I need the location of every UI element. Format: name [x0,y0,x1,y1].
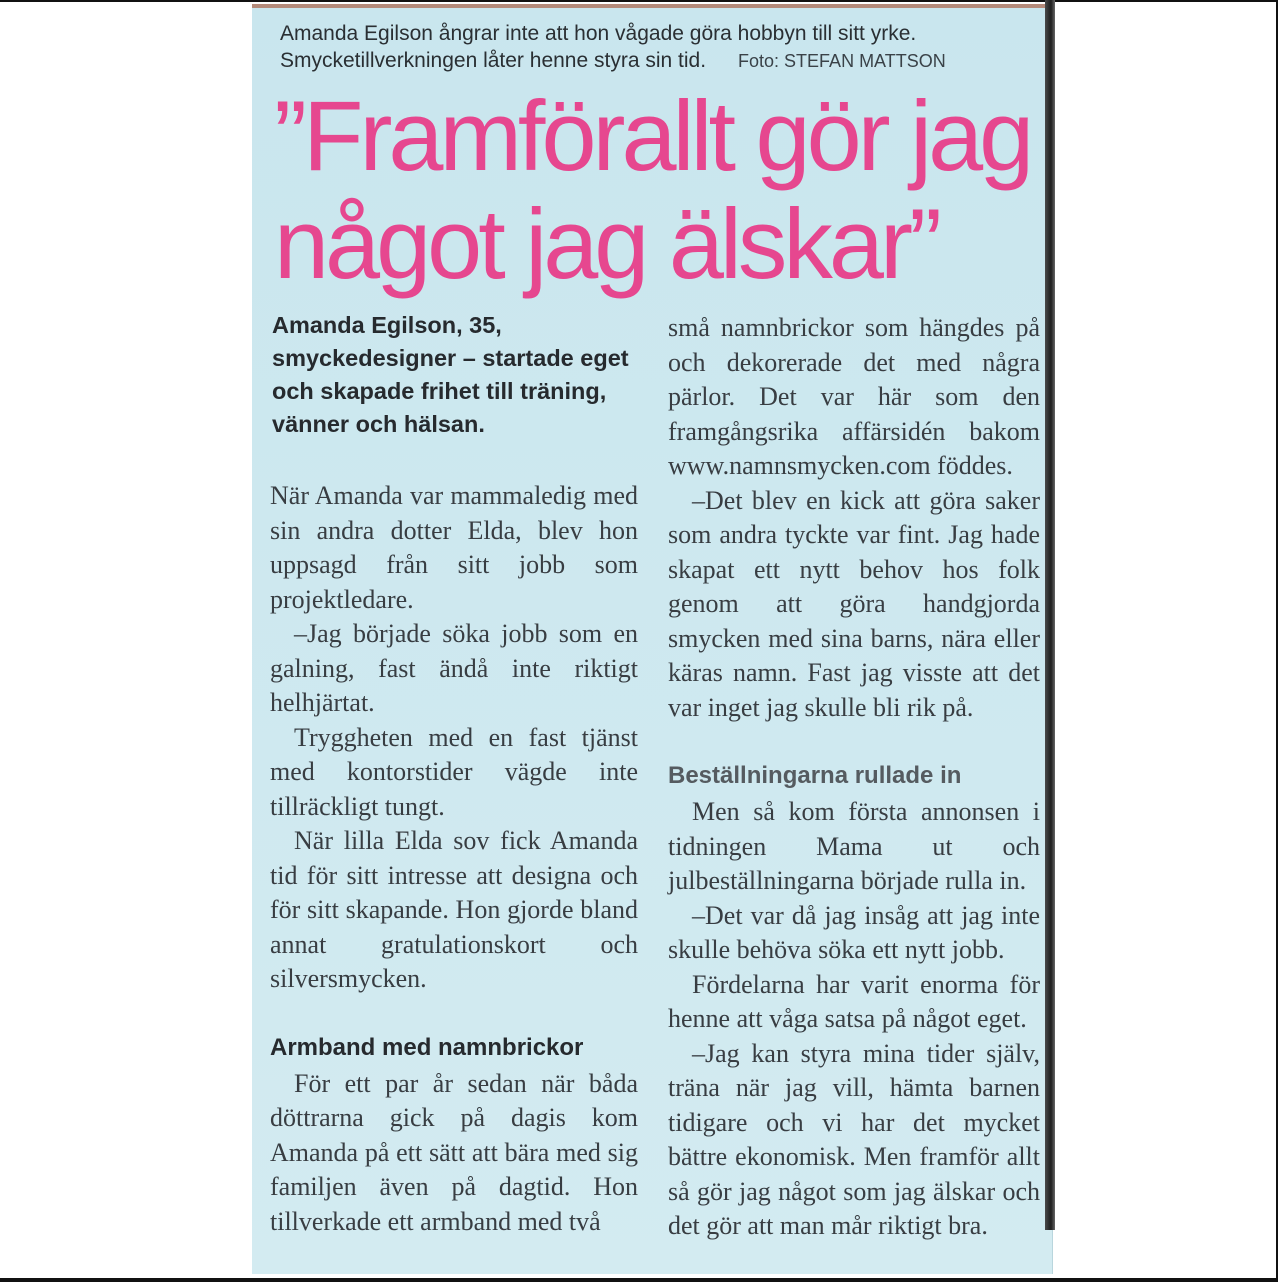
body-paragraph: Fördelarna har varit enorma för henne att våga satsa på något eget. [668,969,1040,1033]
subheading-armband: Armband med namnbrickor [270,1033,584,1061]
article-headline [274,82,1044,298]
photo-edge [252,4,1052,8]
body-paragraph: Men så kom första annonsen i tidningen Mama ut och julbeställningarna började rulla in. [668,797,1040,895]
subheading-orders: Beställningarna rullade in [668,762,962,789]
right-column [668,311,1040,1244]
headline-line-2: något jag älskar” [274,188,938,299]
caption-line-1: Amanda Egilson ångrar inte att hon vågade göra hobbyn till sitt yrke. [280,22,917,45]
body-paragraph: För ett par år sedan när båda döttrarna gick på dagis kom Amanda på ett sätt att bära med sig familjen även på dagtid. Hon tillverkade ett armband med två [270,1068,638,1236]
body-paragraph: När Amanda var mammaledig med sin andra dotter Elda, blev hon uppsagd från sitt jobb som projektledare. [270,481,638,614]
body-paragraph: Tryggheten med en fast tjänst med kontorstider vägde inte tillräckligt tungt. [270,722,638,821]
newspaper-clipping [252,4,1052,1274]
headline-line-1: ”Framförallt gör jag [274,80,1031,191]
body-paragraph: –Det var då jag insåg att jag inte skulle behöva söka ett nytt jobb. [668,900,1040,964]
photo-credit: Foto: STEFAN MATTSON [738,51,946,71]
clipping-shadow-edge [1045,0,1055,1230]
body-paragraph: –Jag började söka jobb som en galning, fast ändå inte riktigt helhjärtat. [270,619,638,717]
body-paragraph: små namnbrickor som hängdes på och dekorerade det med några pärlor. Det var här som den framgångsrika affärsidén bakom www.namnsmycken.com föddes. [668,313,1040,480]
caption-line-2-text: Smycketillverkningen låter henne styra sin tid. [280,49,707,72]
body-paragraph: –Jag kan styra mina tider själv, träna när jag vill, hämta barnen tidigare och vi har det mycket bättre ekonomisk. Men framför allt så gör jag något som jag älskar och det gör att man mår riktigt bra. [668,1038,1040,1240]
photo-caption [280,20,1040,75]
left-column [270,309,638,1239]
caption-line-2 [280,47,1040,75]
lead-paragraph: Amanda Egilson, 35, smyckedesigner – startade eget och skapade frihet till träning, vänner och hälsan. [272,312,629,437]
body-paragraph: –Det blev en kick att göra saker som andra tyckte var fint. Jag hade skapat ett nytt behov hos folk genom att göra handgjorda smycken med sina barns, nära eller käras namn. Fast jag visste att det var inget jag skulle bli rik på. [668,485,1040,722]
body-paragraph: När lilla Elda sov fick Amanda tid för sitt intresse att designa och för sitt skapande. Hon gjorde bland annat gratulationskort och silversmycken. [270,826,638,993]
